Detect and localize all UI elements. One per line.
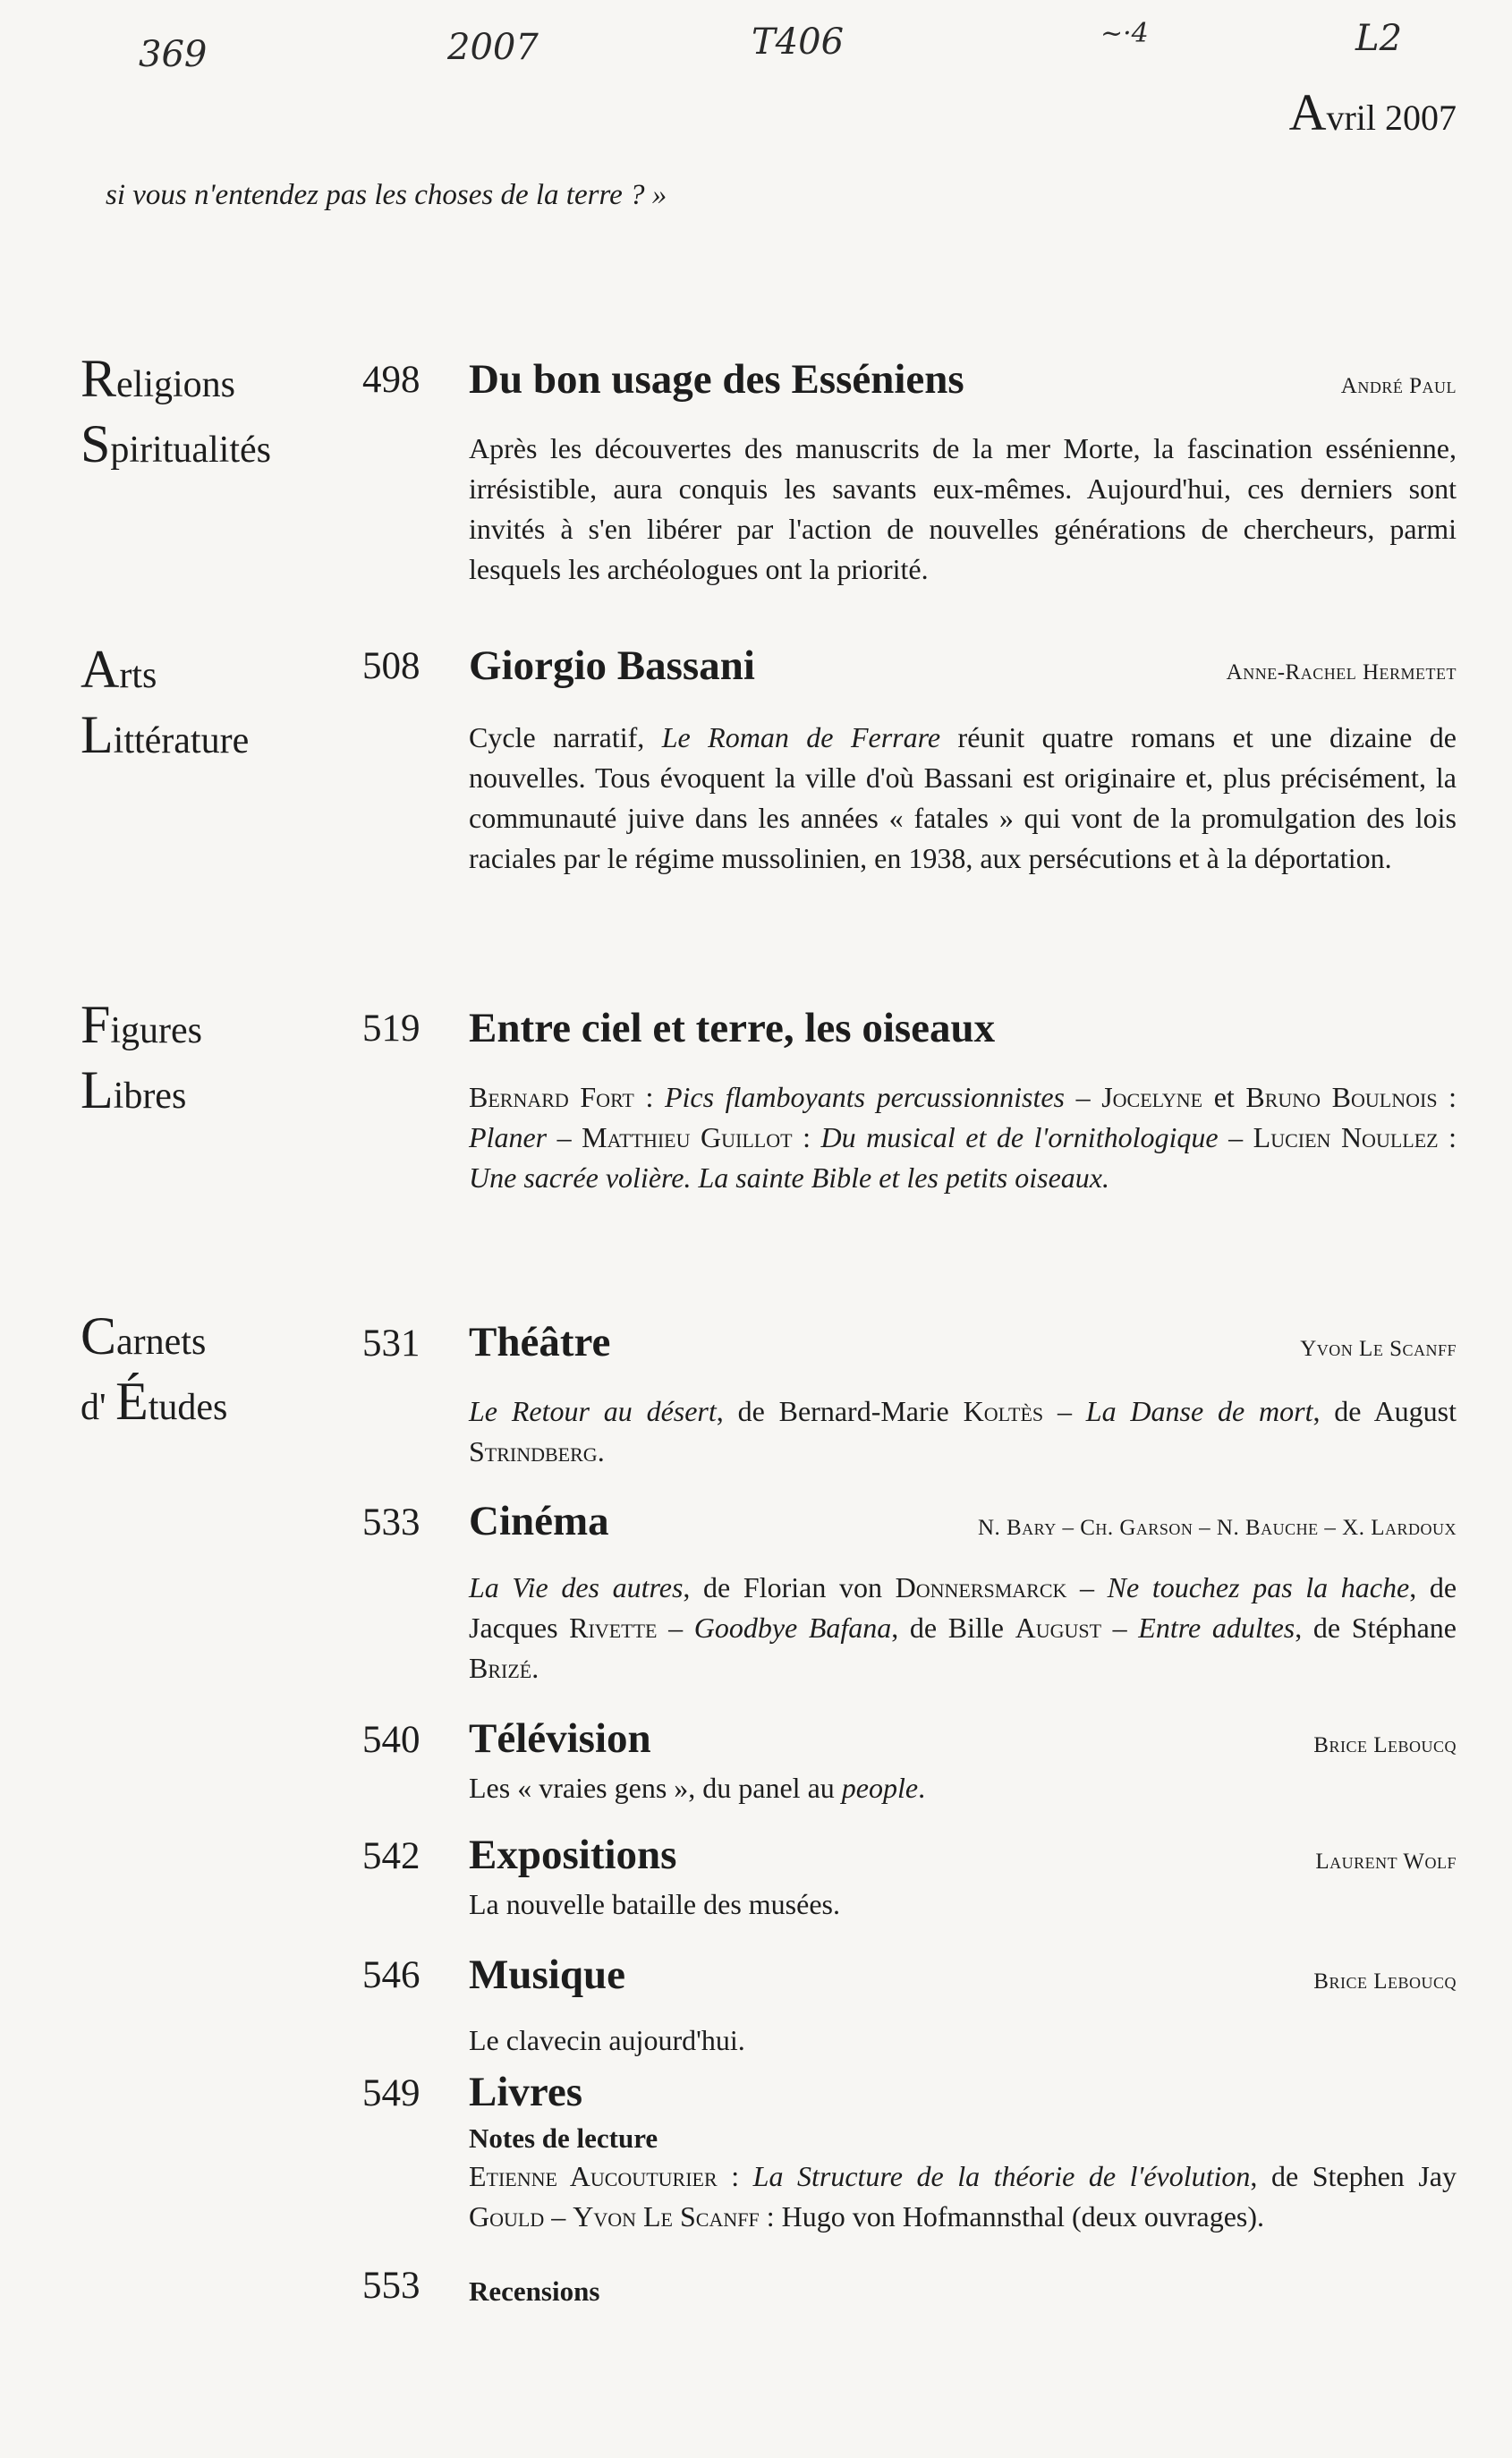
entry-summary: Le clavecin aujourd'hui. [469,2024,745,2056]
issue-date: Avril 2007 [1288,83,1457,141]
section-title-carnets: Carnets d' Études [81,1306,228,1431]
handwritten-note: 2007 [447,27,539,68]
entry-page-number: 542 [362,1835,420,1877]
entry-subheading: Notes de lecture [469,2122,658,2154]
entry-page-number: 553 [362,2265,420,2307]
entry-title: Cinéma [469,1498,609,1544]
entry-author: André Paul [1340,374,1457,398]
entry-summary: Le Retour au désert, de Bernard-Marie Koltès – La Danse de mort, de August Strindberg. [469,1395,1457,1467]
handwritten-annotations [0,18,1512,81]
entry-author: Brice Leboucq [1313,1733,1457,1757]
entry-title: Entre ciel et terre, les oiseaux [469,1005,996,1051]
entry-title: Livres [469,2069,583,2115]
section-title-figures: Figures Libres [81,995,203,1119]
entry-summary: La nouvelle bataille des musées. [469,1888,840,1920]
entry-author: Brice Leboucq [1313,1969,1457,1994]
entry-title: Giorgio Bassani [469,642,755,689]
entry-title: Expositions [469,1832,677,1878]
entry-page-number: 540 [362,1719,420,1761]
epigraph-quote: si vous n'entendez pas les choses de la terre ? » [106,179,667,211]
entry-author: Anne-Rachel Hermetet [1226,660,1457,685]
handwritten-note: ~·4 [1100,18,1149,49]
entry-title: Théâtre [469,1319,611,1365]
entry-title: Musique [469,1952,625,1998]
handwritten-note: T406 [752,21,845,63]
handwritten-note: L2 [1355,18,1403,59]
entry-summary: La Vie des autres, de Florian von Donnersmarck – Ne touchez pas la hache, de Jacques Rivette – Goodbye Bafana, de Bille August – Entre adultes, de Stéphane Brizé. [469,1571,1457,1684]
entry-summary: Bernard Fort : Pics flamboyants percussionnistes – Jocelyne et Bruno Boulnois : Planer – Matthieu Guillot : Du musical et de l'ornithologique – Lucien Noullez : Une sacrée volière. La sainte Bible et les petits oiseaux. [469,1081,1457,1194]
entry-summary: Les « vraies gens », du panel au people. [469,1772,926,1804]
entry-summary: Etienne Aucouturier : La Structure de la théorie de l'évolution, de Stephen Jay Gould – Yvon Le Scanff : Hugo von Hofmannsthal (deux ouvrages). [469,2160,1457,2233]
entry-summary: Après les découvertes des manuscrits de la mer Morte, la fascination essénienne, irrésistible, aura conquis les savants eux-mêmes. Aujourd'hui, ces derniers sont invités à s'en libérer par l'action de nouvelles générations de chercheurs, parmi lesquels les archéologues ont la priorité. [469,432,1457,585]
entry-page-number: 549 [362,2072,420,2114]
entry-page-number: 533 [362,1501,420,1544]
entry-page-number: 519 [362,1008,420,1050]
section-title-religions: Religions Spiritualités [81,349,272,473]
entry-page-number: 498 [362,359,420,401]
entry-page-number: 546 [362,1954,420,1996]
section-title-arts: Arts Littérature [81,640,250,764]
entry-page-number: 531 [362,1323,420,1365]
entry-title: Du bon usage des Esséniens [469,356,964,403]
entry-summary: Cycle narratif, Le Roman de Ferrare réunit quatre romans et une dizaine de nouvelles. Tous évoquent la ville d'où Bassani est originaire et, plus précisément, la communauté juive dans les années « fatales » qui vont de la promulgation des lois raciales par le régime mussolinien, en 1938, aux persécutions et à la déportation. [469,721,1457,874]
handwritten-note: 369 [139,34,208,75]
entry-subheading: Recensions [469,2275,600,2307]
entry-author: N. Bary – Ch. Garson – N. Bauche – X. Lardoux [977,1516,1457,1540]
entry-title: Télévision [469,1715,651,1762]
entry-page-number: 508 [362,645,420,687]
entry-author: Yvon Le Scanff [1300,1337,1457,1361]
entry-author: Laurent Wolf [1315,1850,1457,1874]
